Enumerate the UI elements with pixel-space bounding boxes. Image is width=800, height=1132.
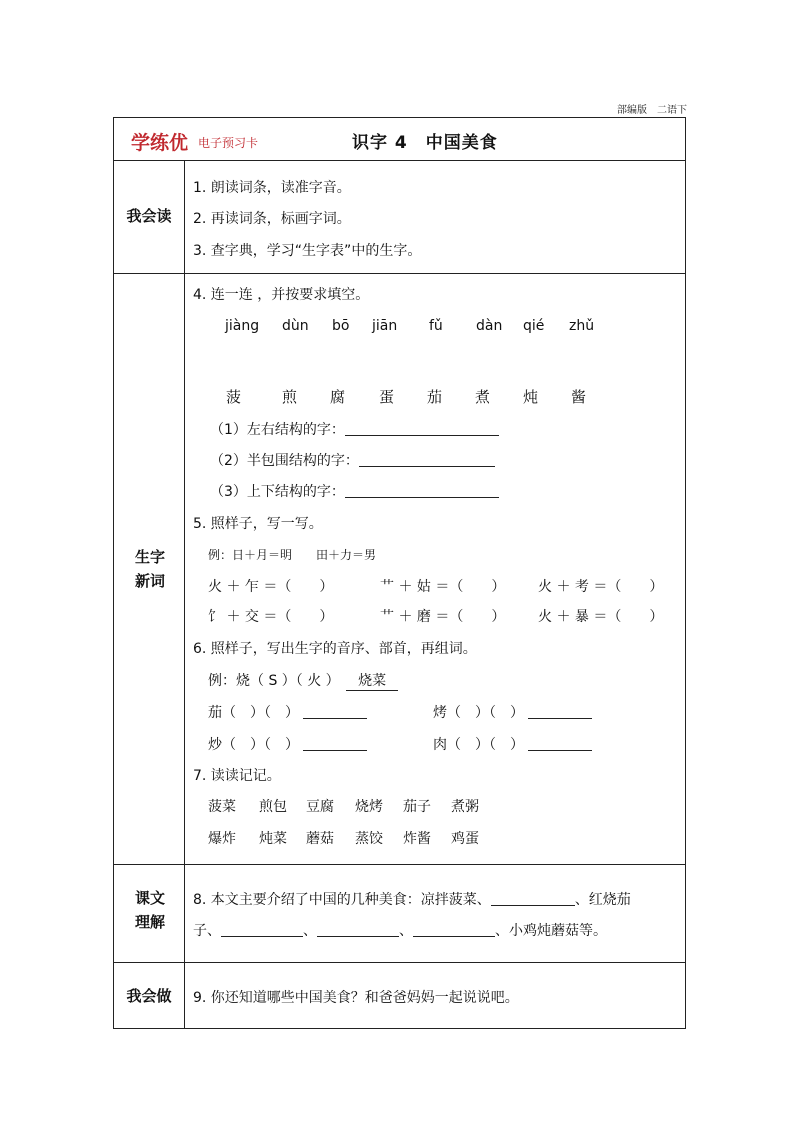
q6-item xyxy=(208,702,367,722)
q5-item[interactable]: 饣 ＋ 交 ＝（ ） xyxy=(208,609,334,625)
q5-example: 例：日＋月＝明 田＋力＝男 xyxy=(208,548,377,562)
q6-item-label: 茄（ ）（ ） xyxy=(208,705,299,721)
word-item: 菠菜 xyxy=(208,799,236,815)
answer-blank[interactable] xyxy=(528,736,592,751)
table-border-right xyxy=(685,117,686,1028)
section-label-do: 我会做 xyxy=(126,987,172,1005)
q6-item xyxy=(208,734,367,754)
q6-item xyxy=(433,702,592,722)
char-item: 炖 xyxy=(523,388,539,406)
q5-item[interactable]: 艹 ＋ 姑 ＝（ ） xyxy=(380,579,506,595)
answer-blank[interactable] xyxy=(491,891,575,906)
q6-example-prefix: 例：烧（ S ）（ 火 ） xyxy=(208,673,340,689)
q8-text: 8. 本文主要介绍了中国的几种美食：凉拌菠菜、 xyxy=(193,892,491,908)
answer-blank[interactable] xyxy=(528,704,592,719)
word-item: 爆炸 xyxy=(208,831,236,847)
word-item: 煎包 xyxy=(259,799,287,815)
read-item: 2. 再读词条，标画字词。 xyxy=(193,211,351,227)
answer-blank[interactable] xyxy=(359,452,495,467)
fill-left-right xyxy=(210,419,499,439)
pinyin-item: fǔ xyxy=(429,318,443,334)
word-item: 炸酱 xyxy=(403,831,431,847)
table-border-top xyxy=(113,117,686,118)
answer-blank[interactable] xyxy=(317,922,399,937)
q5-item[interactable]: 火 ＋ 乍 ＝（ ） xyxy=(208,579,334,595)
table-divider xyxy=(113,962,686,963)
char-item: 煎 xyxy=(282,388,298,406)
pinyin-item: dùn xyxy=(282,318,309,334)
pinyin-item: jiān xyxy=(372,318,398,334)
q6-item-label: 肉（ ）（ ） xyxy=(433,737,524,753)
answer-blank[interactable] xyxy=(303,736,367,751)
q6-example-word: 烧菜 xyxy=(346,670,398,691)
char-item: 菠 xyxy=(226,388,242,406)
section-label-words: 生字新词 xyxy=(134,548,165,590)
word-item: 烧烤 xyxy=(355,799,383,815)
table-divider xyxy=(113,273,686,274)
q8-line1 xyxy=(193,889,631,909)
q6-item-label: 烤（ ）（ ） xyxy=(433,705,524,721)
word-item: 煮粥 xyxy=(451,799,479,815)
q6-item-label: 炒（ ）（ ） xyxy=(208,737,299,753)
fill-label: （1）左右结构的字： xyxy=(210,422,345,438)
char-item: 茄 xyxy=(427,388,443,406)
word-item: 茄子 xyxy=(403,799,431,815)
pinyin-item: bō xyxy=(332,318,350,334)
char-item: 蛋 xyxy=(379,388,395,406)
q7-prompt: 7. 读读记记。 xyxy=(193,768,281,784)
pinyin-item: dàn xyxy=(476,318,503,334)
q6-prompt: 6. 照样子，写出生字的音序、部首，再组词。 xyxy=(193,641,477,657)
q8-text: 、 xyxy=(303,923,317,939)
read-item: 1. 朗读词条，读准字音。 xyxy=(193,180,351,196)
q4-prompt: 4. 连一连 ，并按要求填空。 xyxy=(193,287,370,303)
pinyin-item: zhǔ xyxy=(569,318,595,334)
q5-prompt: 5. 照样子，写一写。 xyxy=(193,516,323,532)
answer-blank[interactable] xyxy=(413,922,495,937)
card-type: 电子预习卡 xyxy=(198,136,259,150)
answer-blank[interactable] xyxy=(345,483,499,498)
char-item: 酱 xyxy=(571,388,587,406)
word-item: 蘑菇 xyxy=(306,831,334,847)
q8-text: 子、 xyxy=(193,923,221,939)
table-column-divider xyxy=(184,160,185,1028)
q5-item[interactable]: 火 ＋ 考 ＝（ ） xyxy=(538,579,664,595)
q8-text: 、小鸡炖蘑菇等。 xyxy=(495,923,607,939)
brand-logo: 学练优 xyxy=(131,132,189,154)
page-title: 识字 4 中国美食 xyxy=(352,133,498,153)
answer-blank[interactable] xyxy=(221,922,303,937)
q6-example xyxy=(208,670,398,691)
fill-label: （3）上下结构的字： xyxy=(210,484,345,500)
word-item: 蒸饺 xyxy=(355,831,383,847)
q8-text: 、红烧茄 xyxy=(574,892,631,908)
pinyin-item: qié xyxy=(523,318,545,334)
q6-item xyxy=(433,734,592,754)
word-item: 鸡蛋 xyxy=(451,831,479,847)
word-item: 炖菜 xyxy=(259,831,287,847)
edition-label: 部编版 二语下 xyxy=(617,105,687,116)
read-item: 3. 查字典，学习“生字表”中的生字。 xyxy=(193,243,422,259)
q5-item[interactable]: 火 ＋ 暴 ＝（ ） xyxy=(538,609,664,625)
word-item: 豆腐 xyxy=(306,799,334,815)
fill-label: （2）半包围结构的字： xyxy=(210,453,359,469)
q8-line2 xyxy=(193,920,607,940)
table-border-bottom xyxy=(113,1028,686,1029)
fill-top-bottom xyxy=(210,481,499,501)
q5-item[interactable]: 艹 ＋ 磨 ＝（ ） xyxy=(380,609,506,625)
table-divider xyxy=(113,864,686,865)
fill-half-enclosed xyxy=(210,450,495,470)
pinyin-item: jiàng xyxy=(225,318,260,334)
char-item: 煮 xyxy=(475,388,491,406)
q9-text: 9. 你还知道哪些中国美食？和爸爸妈妈一起说说吧。 xyxy=(193,990,519,1006)
char-item: 腐 xyxy=(330,388,346,406)
answer-blank[interactable] xyxy=(303,704,367,719)
table-divider xyxy=(113,160,686,161)
answer-blank[interactable] xyxy=(345,421,499,436)
table-border-left xyxy=(113,117,114,1028)
section-label-read: 我会读 xyxy=(126,207,172,225)
section-label-understand: 课文理解 xyxy=(134,889,165,931)
q8-text: 、 xyxy=(399,923,413,939)
